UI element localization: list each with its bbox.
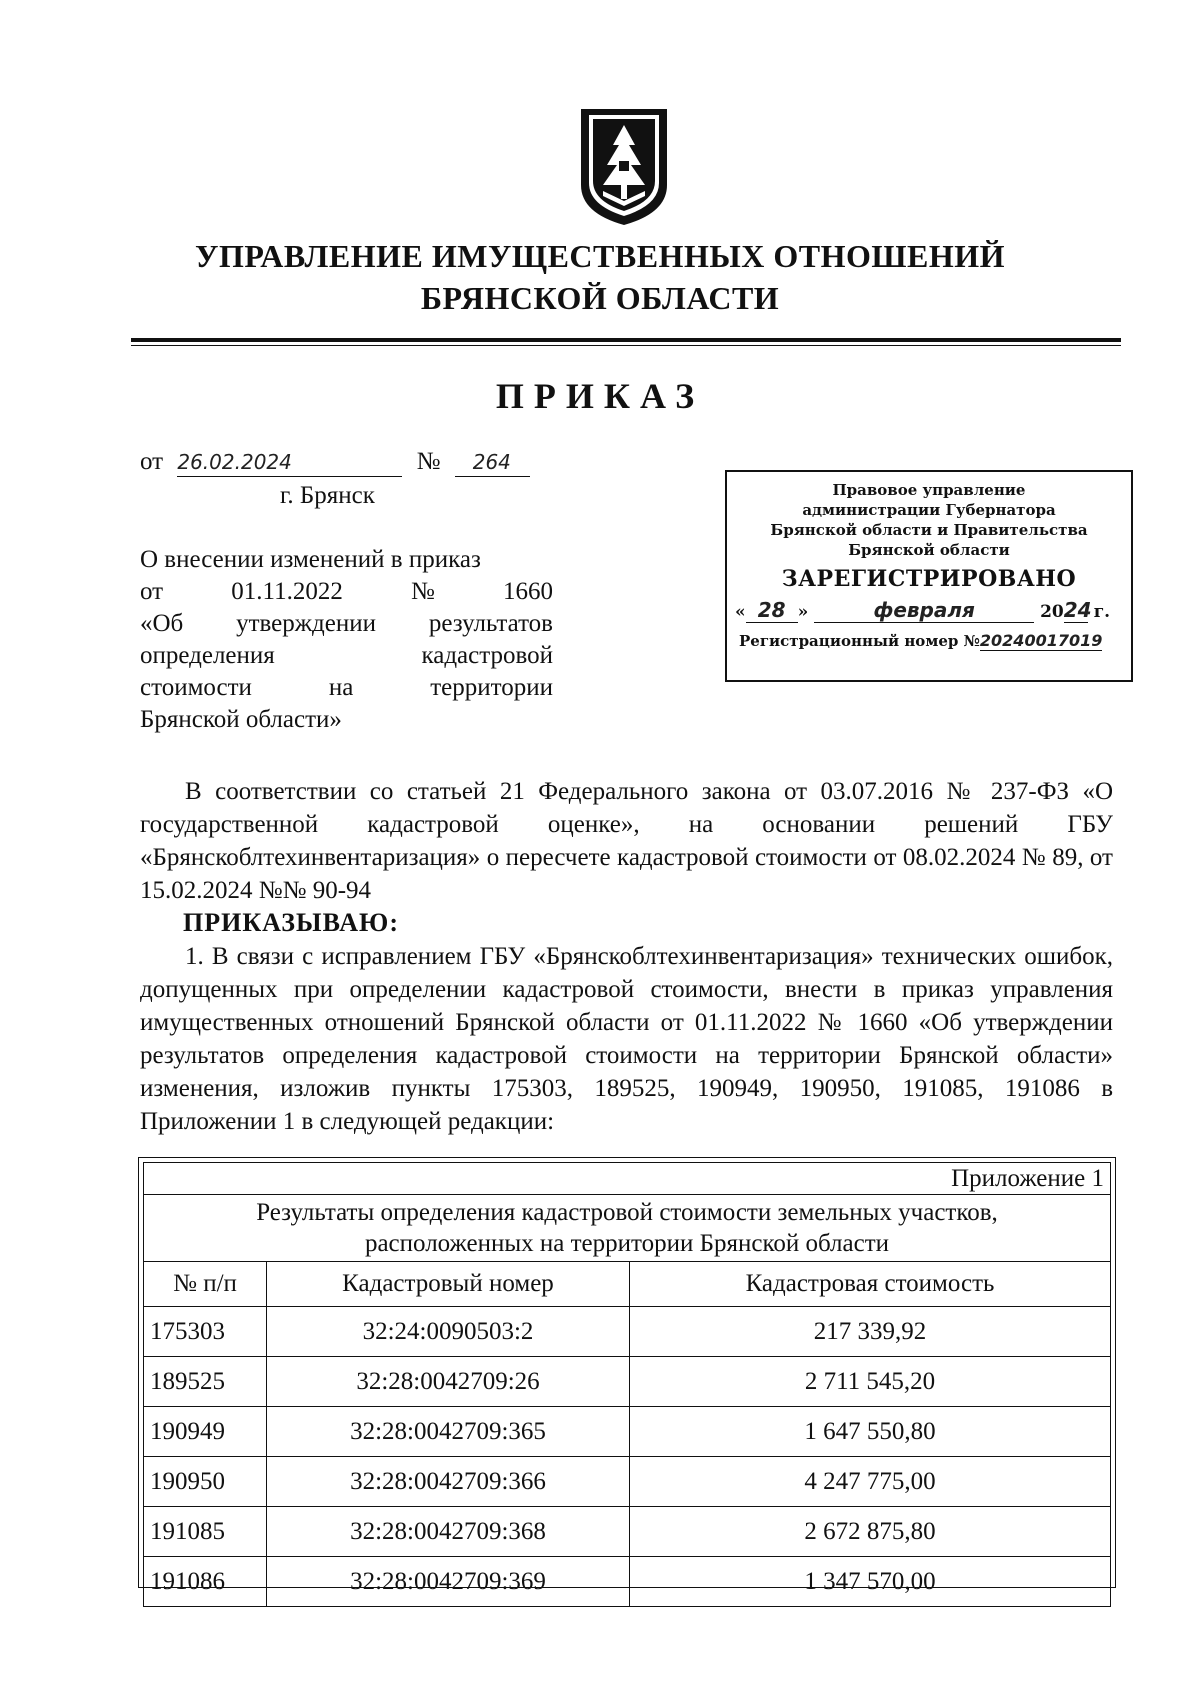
date-line <box>140 448 530 477</box>
column-header: № п/п <box>144 1262 267 1307</box>
cell-item-number: 175303 <box>144 1307 267 1357</box>
subject-line <box>140 640 553 672</box>
stamp-line: Брянской области <box>848 541 1010 559</box>
subject-word: «Об <box>140 610 184 637</box>
item-1-paragraph: 1. В связи с исправлением ГБУ «Брянскоблтехинвентаризация» технических ошибок, допущенных при определении кадастровой стоимости, внести в приказ управления имущественных отношений Брянской области от 01.11.2022 № 1660 «Об утверждении результатов определения кадастровой стоимости на территории Брянской области» изменения, изложив пункты 175303, 189525, 190949, 190950, 191085, 191086 в Приложении 1 в следующей редакции: <box>140 943 1113 1135</box>
column-header: Кадастровый номер <box>267 1262 630 1307</box>
cell-cadastral-number: 32:28:0042709:366 <box>267 1457 630 1507</box>
subject-word: 1660 <box>502 578 553 605</box>
subject-word: определения <box>140 642 275 669</box>
subject-word: стоимости <box>140 674 252 701</box>
stamp-line: Брянской области и Правительства <box>770 521 1088 539</box>
column-header: Кадастровая стоимость <box>630 1262 1111 1307</box>
stamp-year-hand: 24 <box>1063 598 1092 622</box>
cell-cadastral-value: 2 672 875,80 <box>630 1507 1111 1557</box>
cell-cadastral-value: 2 711 545,20 <box>630 1357 1111 1407</box>
from-label: от <box>140 448 164 475</box>
cell-cadastral-value: 1 347 570,00 <box>630 1557 1111 1607</box>
coat-of-arms-emblem <box>577 105 671 229</box>
subject-line <box>140 704 553 736</box>
subject-word: № <box>410 578 435 605</box>
document-type: ПРИКАЗ <box>495 376 705 416</box>
cell-cadastral-number: 32:28:0042709:26 <box>267 1357 630 1407</box>
cell-cadastral-value: 4 247 775,00 <box>630 1457 1111 1507</box>
stamp-line: администрации Губернатора <box>802 501 1056 519</box>
table-row <box>144 1557 1111 1607</box>
stamp-year-prefix: 20 <box>1040 602 1064 622</box>
cell-cadastral-value: 1 647 550,80 <box>630 1407 1111 1457</box>
date-handwritten: 26.02.2024 <box>177 450 292 474</box>
stamp-line: Правовое управление <box>832 481 1026 499</box>
subject-word: результатов <box>428 610 553 637</box>
table-row <box>144 1507 1111 1557</box>
cell-cadastral-value: 217 339,92 <box>630 1307 1111 1357</box>
stamp-regnum <box>727 631 1131 651</box>
number-field <box>455 448 530 477</box>
stamp-regnum-label: Регистрационный номер № <box>739 632 980 650</box>
subject-text: Брянской области» <box>140 706 342 733</box>
org-title-line1: УПРАВЛЕНИЕ ИМУЩЕСТВЕННЫХ ОТНОШЕНИЙ <box>194 238 1006 274</box>
stamp-regnum-value: 20240017019 <box>979 631 1103 650</box>
subject-block <box>140 544 553 736</box>
stamp-year-suffix: г. <box>1093 602 1111 622</box>
table-title-line: Результаты определения кадастровой стоимости земельных участков, <box>256 1199 998 1226</box>
stamp-registered: ЗАРЕГИСТРИРОВАНО <box>781 566 1077 592</box>
cell-item-number: 190950 <box>144 1457 267 1507</box>
subject-text: О внесении изменений в приказ <box>140 546 481 573</box>
subject-line <box>140 576 553 608</box>
subject-word: территории <box>430 674 553 701</box>
cell-item-number: 191086 <box>144 1557 267 1607</box>
subject-line <box>140 608 553 640</box>
stamp-date: « 28 » февраля 2024 г. <box>735 598 1111 622</box>
cell-cadastral-number: 32:24:0090503:2 <box>267 1307 630 1357</box>
cell-item-number: 191085 <box>144 1507 267 1557</box>
subject-word: от <box>140 578 164 605</box>
table-row <box>144 1307 1111 1357</box>
cell-cadastral-number: 32:28:0042709:365 <box>267 1407 630 1457</box>
subject-word: кадастровой <box>421 642 553 669</box>
registration-stamp <box>725 470 1133 682</box>
order-word: ПРИКАЗЫВАЮ: <box>183 908 399 937</box>
header-rule-thin <box>131 345 1121 346</box>
subject-line <box>140 544 553 576</box>
cell-cadastral-number: 32:28:0042709:368 <box>267 1507 630 1557</box>
table-caption: Приложение 1 <box>144 1163 1111 1195</box>
table-row <box>144 1457 1111 1507</box>
org-title-line2: БРЯНСКОЙ ОБЛАСТИ <box>420 280 780 316</box>
city: г. Брянск <box>280 482 375 509</box>
table-title-line: расположенных на территории Брянской области <box>364 1230 890 1257</box>
table-title <box>144 1195 1111 1262</box>
table-row <box>144 1357 1111 1407</box>
subject-word: утверждении <box>236 610 376 637</box>
number-label: № <box>416 448 441 475</box>
stamp-month: февраля <box>814 598 1034 623</box>
header-rule-thick <box>131 338 1121 342</box>
cell-item-number: 190949 <box>144 1407 267 1457</box>
cell-cadastral-number: 32:28:0042709:369 <box>267 1557 630 1607</box>
preamble-paragraph: В соответствии со статьей 21 Федерального закона от 03.07.2016 № 237-ФЗ «О государственной кадастровой оценке», на основании решений ГБУ «Брянскоблтехинвентаризация» о пересчете кадастровой стоимости от 08.02.2024 № 89, от 15.02.2024 №№ 90-94 <box>140 778 1113 904</box>
cadastral-table <box>143 1162 1111 1607</box>
date-field <box>177 448 402 477</box>
subject-word: на <box>328 674 354 701</box>
table-header-row <box>144 1262 1111 1307</box>
table-row <box>144 1407 1111 1457</box>
stamp-day: 28 <box>746 598 798 623</box>
subject-line <box>140 672 553 704</box>
subject-word: 01.11.2022 <box>231 578 343 605</box>
number-handwritten: 264 <box>472 450 511 474</box>
cell-item-number: 189525 <box>144 1357 267 1407</box>
